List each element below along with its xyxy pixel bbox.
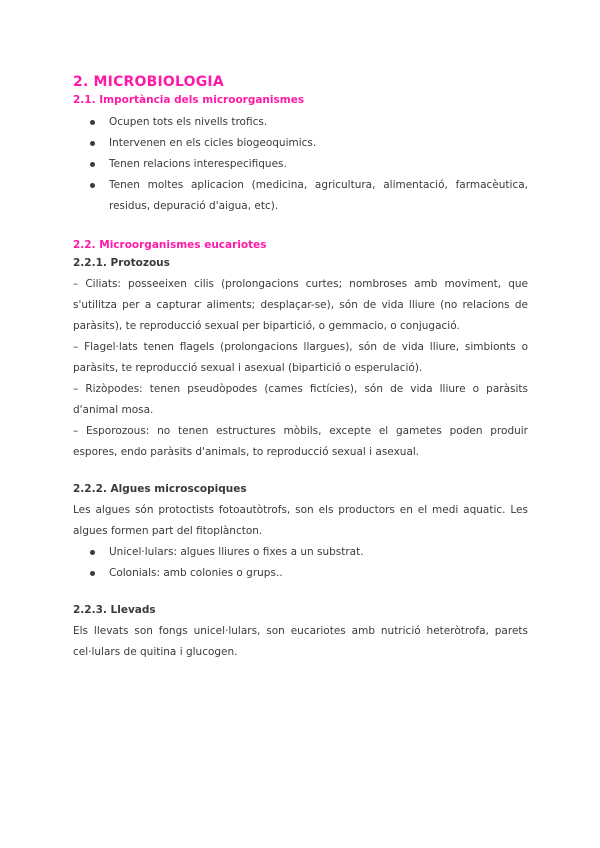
importance-list: [73, 112, 528, 217]
list-item: Intervenen en els cicles biogeoquimics.: [88, 133, 528, 154]
page-title: 2. MICROBIOLOGIA: [73, 74, 224, 90]
section-heading-eukaryotes: 2.2. Microorganismes eucariotes: [73, 239, 267, 251]
paragraph-rhizopods: – Rizòpodes: tenen pseudòpodes (cames fictícies), són de vida lliure o paràsits d'animal mosa.: [73, 383, 528, 416]
list-item: Tenen moltes aplicacion (medicina, agricultura, alimentació, farmacèutica, residus, depuració d'aigua, etc).: [88, 175, 528, 217]
list-item: Unicel·lulars: algues lliures o fixes a un substrat.: [88, 542, 528, 563]
subsection-heading-protozoa: 2.2.1. Protozous: [73, 257, 170, 269]
document-page: [73, 72, 528, 663]
paragraph-sporozoa: – Esporozous: no tenen estructures mòbils, excepte el gametes poden produir espores, endo paràsits d'animals, to reproducció sexual i asexual.: [73, 425, 528, 458]
section-heading-importance: 2.1. Importància dels microorganismes: [73, 94, 305, 106]
paragraph-ciliates: – Ciliats: posseeixen cilis (prolongacions curtes; nombroses amb moviment, que s'utilitza per a capturar aliments; desplaçar-se), són de vida lliure (no relacions de paràsits), te reproducció sexual per bipartició, o gemmacio, o conjugació.: [73, 278, 528, 332]
paragraph-algae: Les algues són protoctists fotoautòtrofs, son els productors en el medi aquatic. Les algues formen part del fitoplàncton.: [73, 504, 528, 537]
subsection-heading-algae: 2.2.2. Algues microscopiques: [73, 483, 247, 495]
list-item: Tenen relacions interespecifiques.: [88, 154, 528, 175]
subsection-heading-yeasts: 2.2.3. Llevads: [73, 604, 156, 616]
paragraph-yeasts: Els llevats son fongs unicel·lulars, son eucariotes amb nutrició heteròtrofa, parets cel·lulars de quitina i glucogen.: [73, 625, 528, 658]
list-item: Colonials: amb colonies o grups..: [88, 563, 528, 584]
list-item: Ocupen tots els nivells trofics.: [88, 112, 528, 133]
algae-list: [73, 542, 528, 584]
paragraph-flagellates: – Flagel·lats tenen flagels (prolongacions llargues), són de vida lliure, simbionts o paràsits, te reproducció sexual i asexual (bipartició o esperulació).: [73, 341, 528, 374]
